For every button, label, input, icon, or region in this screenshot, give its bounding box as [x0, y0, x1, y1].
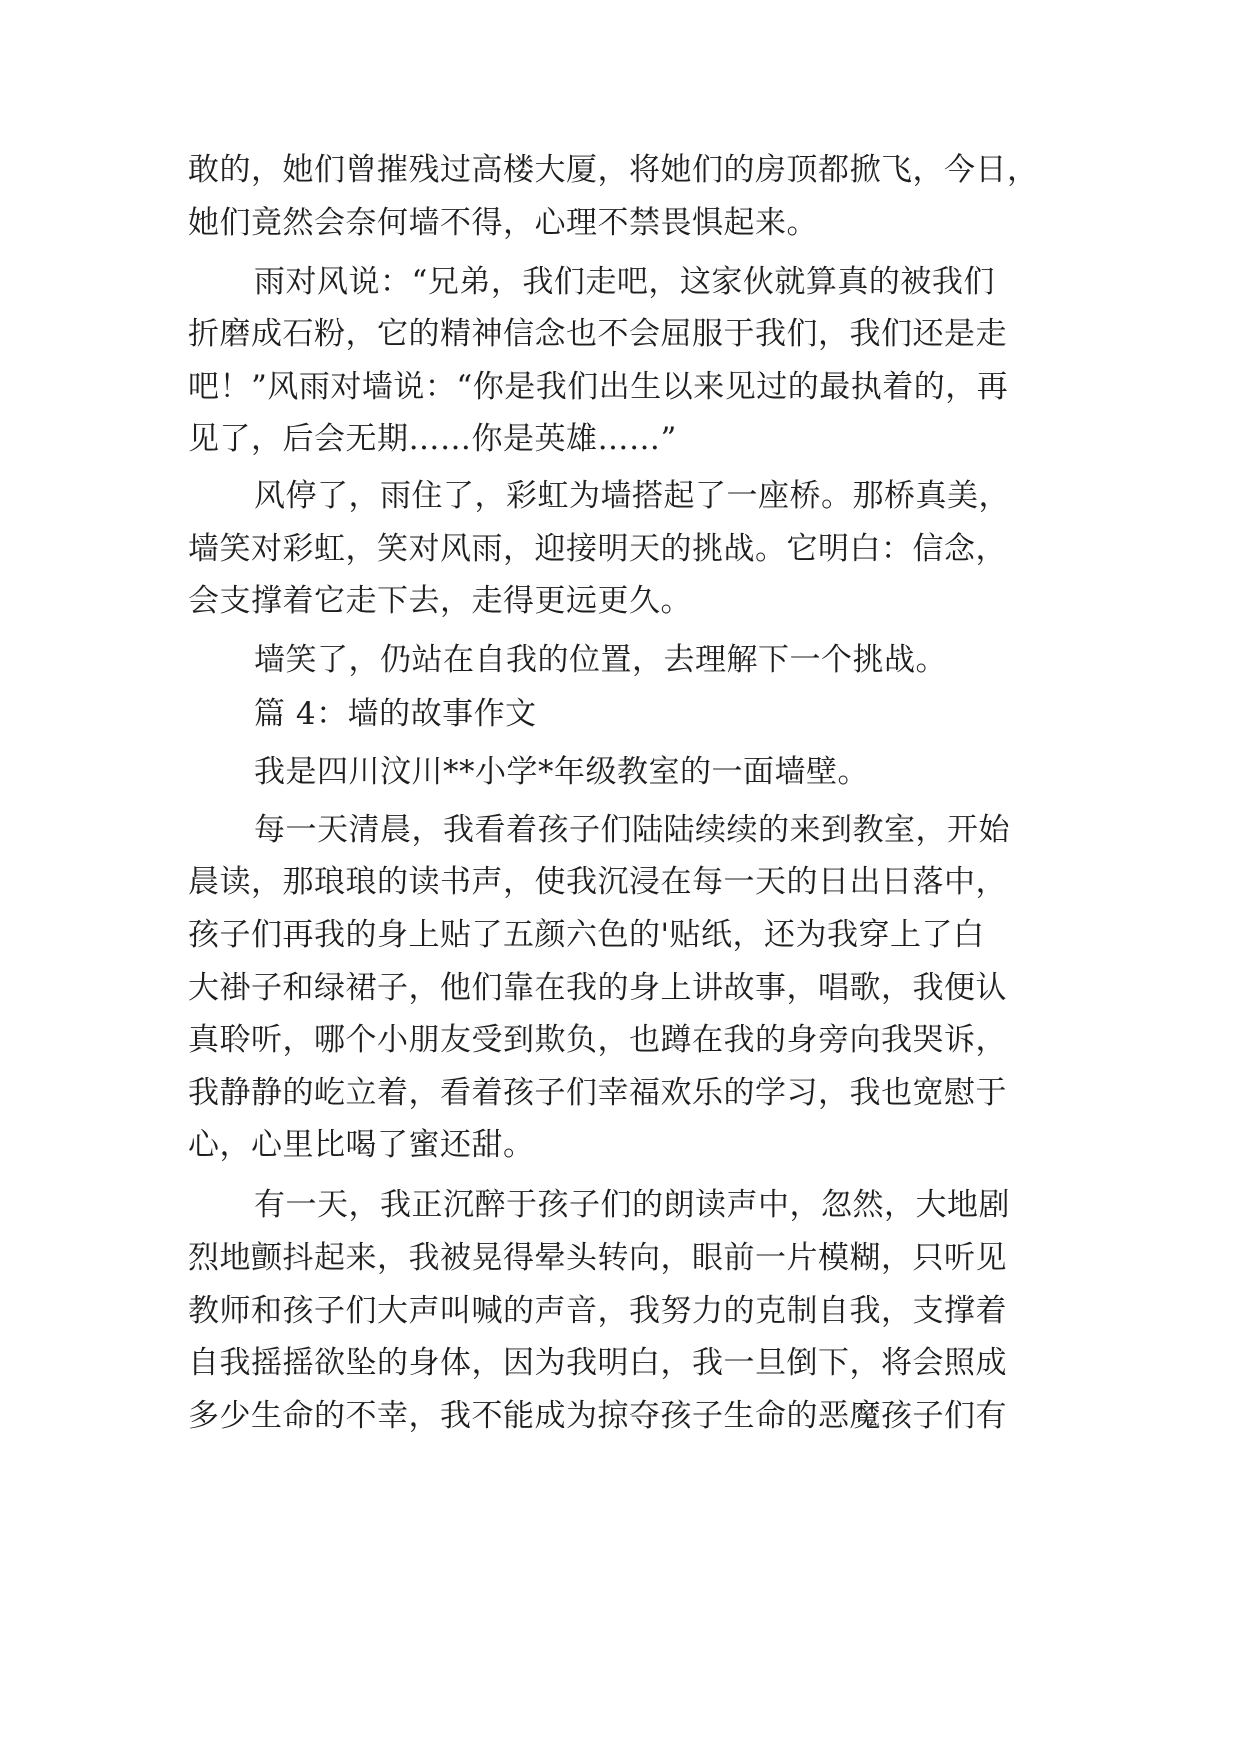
text-line: 有一天，我正沉醉于孩子们的朗读声中，忽然，大地剧: [254, 1187, 1010, 1223]
text-line: 我是四川汶川**小学*年级教室的一面墙壁。: [254, 754, 869, 790]
text-line: 她们竟然会奈何墙不得，心理不禁畏惧起来。: [188, 205, 818, 241]
text-line: 风停了，雨住了，彩虹为墙搭起了一座桥。那桥真美，: [254, 478, 1010, 514]
text-line: 教师和孩子们大声叫喊的声音，我努力的克制自我，支撑着: [188, 1293, 1007, 1329]
text-line: 会支撑着它走下去，走得更远更久。: [188, 583, 692, 619]
text-line: 见了，后会无期……你是英雄……”: [188, 421, 677, 457]
text-line: 真聆听，哪个小朋友受到欺负，也蹲在我的身旁向我哭诉，: [188, 1022, 1007, 1058]
text-line: 雨对风说：“兄弟，我们走吧，这家伙就算真的被我们: [254, 264, 995, 300]
text-line: 每一天清晨，我看着孩子们陆陆续续的来到教室，开始: [254, 812, 1010, 848]
text-line: 心，心里比喝了蜜还甜。: [188, 1127, 535, 1163]
text-line: 折磨成石粉，它的精神信念也不会屈服于我们，我们还是走: [188, 316, 1007, 352]
section-heading: 篇 4：墙的故事作文: [254, 696, 537, 732]
text-line: 自我摇摇欲坠的身体，因为我明白，我一旦倒下，将会照成: [188, 1345, 1007, 1381]
text-line: 墙笑对彩虹，笑对风雨，迎接明天的挑战。它明白：信念，: [188, 531, 1007, 567]
text-line: 孩子们再我的身上贴了五颜六色的'贴纸，还为我穿上了白: [188, 917, 985, 953]
text-line: 多少生命的不幸，我不能成为掠夺孩子生命的恶魔孩子们有: [188, 1398, 1007, 1434]
text-line: 晨读，那琅琅的读书声，使我沉浸在每一天的日出日落中，: [188, 864, 1007, 900]
text-line: 烈地颤抖起来，我被晃得晕头转向，眼前一片模糊，只听见: [188, 1240, 1007, 1276]
text-line: 吧！”风雨对墙说：“你是我们出生以来见过的最执着的，再: [188, 369, 1009, 405]
text-line: 墙笑了，仍站在自我的位置，去理解下一个挑战。: [254, 642, 947, 678]
text-line: 大褂子和绿裙子，他们靠在我的身上讲故事，唱歌，我便认: [188, 970, 1007, 1006]
text-line: 敢的，她们曾摧残过高楼大厦，将她们的房顶都掀飞，今日，: [188, 152, 1039, 188]
text-line: 我静静的屹立着，看着孩子们幸福欢乐的学习，我也宽慰于: [188, 1075, 1007, 1111]
